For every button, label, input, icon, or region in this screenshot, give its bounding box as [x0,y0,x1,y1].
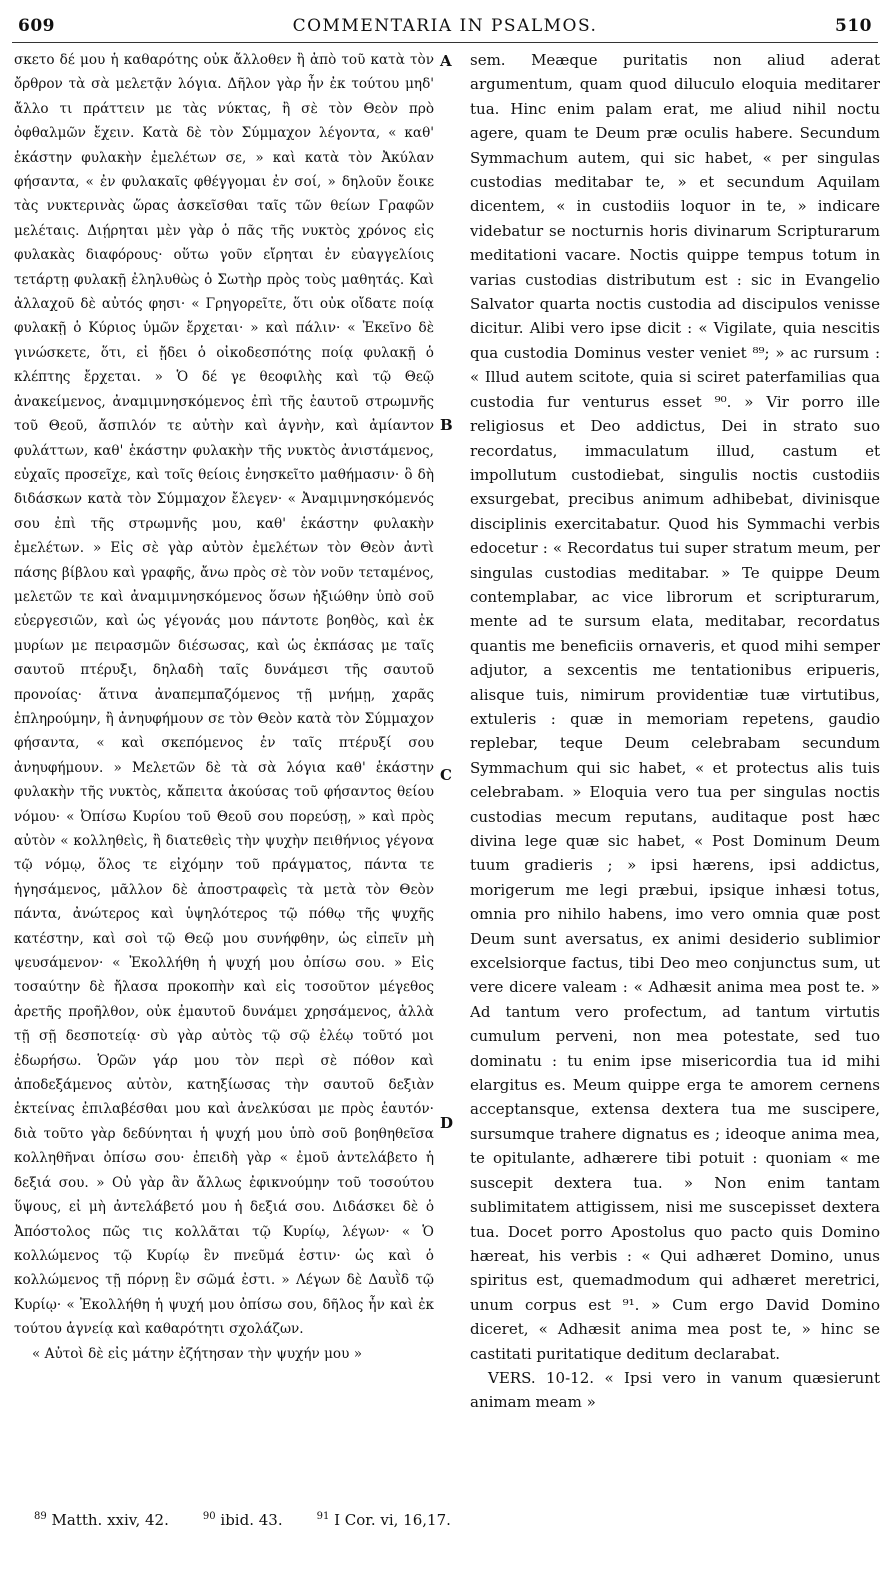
footnote-91: $^{91}$ I Cor. vi, 16,17. [316,1511,451,1529]
section-marker-d: D [440,1114,454,1132]
footnotes [14,1506,884,1554]
page-header [10,6,880,42]
footnote-90: $^{90}$ ibid. 43. [202,1511,283,1529]
greek-paragraph: σκετο δέ μου ἡ καθαρότης οὐκ ἄλλοθεν ἢ ἀπὸ τοῦ κατὰ τὸν ὄρθρον τὰ σὰ μελετᾷν λόγια. Δῆλον γὰρ ἦν ἐκ τούτου μηδ' ἄλλο τι πράττειν με τὰς νύκτας, ἢ σὲ τὸν Θεὸν πρὸ ὀφθαλμῶν ἔχειν. Κατὰ δὲ τὸν Σύμμαχον λέγοντα, « καθ' ἑκάστην φυλακὴν ἐμελέτων σε, » καὶ κατὰ τὸν Ἀκύλαν φήσαντα, « ἐν φυλακαῖς φθέγγομαι ἐν σοί, » δηλοῦν ἔοικε τὰς νυκτερινὰς ὥρας ἀσκεῖσθαι ταῖς τῶν θείων Γραφῶν μελέταις. Διῄρηται μὲν γὰρ ὁ πᾶς τῆς νυκτὸς χρόνος εἰς φυλακὰς διαφόρους· οὕτω γοῦν εἴρηται ἐν εὐαγγελίοις τετάρτῃ φυλακῇ ἐληλυθὼς ὁ Σωτὴρ πρὸς τοὺς μαθητάς. Καὶ ἀλλαχοῦ δὲ αὐτός φησι· « Γρηγορεῖτε, ὅτι οὐκ οἴδατε ποίᾳ φυλακῇ ὁ Κύριος ὑμῶν ἔρχεται· » καὶ πάλιν· « Ἐκεῖνο δὲ γινώσκετε, ὅτι, εἰ ᾔδει ὁ οἰκοδεσπότης ποίᾳ φυλακῇ ὁ κλέπτης ἔρχεται. » Ὁ δέ γε θεοφιλὴς καὶ τῷ Θεῷ ἀνακείμενος, ἀναμιμνησκόμενος ἐπὶ τῆς ἑαυτοῦ στρωμνῆς τοῦ Θεοῦ, ἄσπιλόν τε αὐτὴν καὶ ἁγνὴν, καὶ ἀμίαντον φυλάττων, καθ' ἑκάστην φυλακὴν τῆς νυκτὸς ἀνιστάμενος, εὐχαῖς προσεῖχε, καὶ τοῖς θείοις ἐνησκεῖτο μαθήμασιν· ὃ δὴ διδάσκων κατὰ τὸν Σύμμαχον ἔλεγεν· « Ἀναμιμνησκόμενός σου ἐπὶ τῆς στρωμνῆς μου, καθ' ἑκάστην φυλακὴν ἐμελέτων. » Εἰς σὲ γὰρ αὐτὸν ἐμελέτων τὸν Θεὸν ἀντὶ πάσης βίβλου καὶ γραφῆς, ἄνω πρὸς σὲ τὸν νοῦν τεταμένος, μελετῶν τε καὶ ἀναμιμνησκόμενος ὅσων ἠξιώθην ὑπὸ σοῦ εὐεργεσιῶν, καὶ ὡς γέγονάς μου πάντοτε βοηθὸς, καὶ ἐκ μυρίων με πειρασμῶν διέσωσας, καὶ ὡς ἐκπάσας με ταῖς σαυτοῦ πτέρυξι, δηλαδὴ ταῖς δυνάμεσι τῆς σαυτοῦ προνοίας· ἅτινα ἀναπεμπαζόμενος τῇ μνήμῃ, χαρᾶς ἐπληρούμην, ἢ ἀνηυφήμουν σε τὸν Θεὸν κατὰ τὸν Σύμμαχον φήσαντα, « καὶ σκεπόμενος ἐν ταῖς πτέρυξί σου ἀνηυφήμουν. » Μελετῶν δὲ τὰ σὰ λόγια καθ' ἑκάστην φυλακὴν τῆς νυκτὸς, κἄπειτα ἀκούσας τοῦ φήσαντος θείου νόμου· « Ὀπίσω Κυρίου τοῦ Θεοῦ σου πορεύσῃ, » καὶ πρὸς αὐτὸν « κολληθεὶς, ἢ διατεθεὶς τὴν ψυχὴν πειθήνιος γέγονα τῷ νόμῳ, ὅλος τε εἰχόμην τοῦ πράγματος, πάντα τε ἡγησάμενος, μᾶλλον δὲ ἀποστραφεὶς τὰ μετὰ τὸν Θεὸν πάντα, ἀνώτερος καὶ ὑψηλότερος τῷ πόθῳ τῆς ψυχῆς κατέστην, καὶ σοὶ τῷ Θεῷ μου συνήφθην, ὡς εἰπεῖν μὴ ψευσάμενον· « Ἐκολλήθη ἡ ψυχή μου ὀπίσω σου. » Εἰς τοσαύτην δὲ ἤλασα προκοπὴν καὶ εἰς τοσοῦτον μέγεθος ἀρετῆς προῆλθον, οὐκ ἐμαυτοῦ δυνάμει χρησάμενος, ἀλλὰ τῇ σῇ δεσποτείᾳ· σὺ γὰρ αὐτὸς τῷ σῷ ἐλέῳ τοῦτό μοι ἐδωρήσω. Ὁρῶν γάρ μου τὸν περὶ σὲ πόθον καὶ ἀποδεξάμενος αὐτὸν, κατηξίωσας τὴν σαυτοῦ δεξιὰν ἐκτείνας ἐπιλαβέσθαι μου καὶ ἀνελκύσαι με πρὸς ἑαυτόν· διὰ τοῦτο γὰρ δεδύνηται ἡ ψυχή μου ὑπὸ σοῦ βοηθηθεῖσα κολληθῆναι ὀπίσω σου· ἐπειδὴ γὰρ « ἐμοῦ ἀντελάβετο ἡ δεξιά σου. » Οὐ γὰρ ἂν ἄλλως ἐφικνούμην τοῦ τοσούτου ὕψους, εἰ μὴ ἀντελάβετό μου ἡ δεξιά σου. Διδάσκει δὲ ὁ Ἀπόστολος πῶς τις κολλᾶται τῷ Κυρίῳ, λέγων· « Ὁ κολλώμενος τῷ Κυρίῳ ἓν πνεῦμά ἐστιν· ὡς καὶ ὁ κολλώμενος τῇ πόρνῃ ἓν σῶμά ἐστι. » Λέγων δὲ Δαυῒδ τῷ Κυρίῳ· « Ἐκολλήθη ἡ ψυχή μου ὀπίσω σου, δῆλος ἦν καὶ ἐκ τούτου ἁγνείᾳ καὶ καθαρότητι σχολάζων. [14,52,434,1338]
page-number-right: 510 [835,16,872,36]
header-rule [12,42,878,43]
section-marker-b: B [440,416,453,434]
greek-column [14,48,434,1503]
latin-column [470,48,880,1503]
section-marker-a: A [440,52,452,70]
greek-paragraph: « Αὐτοὶ δὲ εἰς μάτην ἐζήτησαν τὴν ψυχήν μου » [32,1345,363,1362]
section-marker-c: C [440,766,452,784]
footnote-89: $^{89}$ Matth. xxiv, 42. [34,1511,169,1529]
page-number-left: 609 [18,16,55,36]
latin-paragraph: sem. Meæque puritatis non aliud aderat argumentum, quam quod diluculo eloquia meditarer tua. Hinc enim palam erat, me aliud nihil noctu agere, quam te Deum præ oculis habere. Secundum Symmachum autem, qui sic habet, « per singulas custodias meditabar te, » et secundum Aquilam dicentem, « in custodiis loquor in te, » indicare videbatur se nocturnis horis divinarum Scripturarum meditationi vacare. Noctis quippe tempus totum in varias custodias distributum est : sic in Evangelio Salvator quarta noctis custodia ad discipulos venisse dicitur. Alibi vero ipse dicit : « Vigilate, quia nescitis qua custodia Dominus vester veniet ⁸⁹; » ac rursum : « Illud autem scitote, quia si sciret paterfamilias qua custodia fur venturus esset ⁹⁰. » Vir porro ille religiosus et Deo addictus, Dei in strato suo recordatus, immaculatum illud, castum et impollutum custodiebat, singulis noctis custodiis exsurgebat, precibus animum adhibebat, divinisque disciplinis exercitabatur. Quod his Symmachi verbis edocetur : « Recordatus tui super stratum meum, per singulas custodias meditabar. » Te quippe Deum contemplabar, ac vice librorum et scripturarum, mente ad te sursum elata, meditabar, recordatus quantis me beneficiis ornaveris, et quod mihi semper adjutor, a sexcentis me tentationibus eripueris, alisque tuis, nimirum providentiæ tuæ virtutibus, extuleris : quæ in memoriam repetens, gaudio replebar, teque Deum celebrabam secundum Symmachum qui sic habet, « et protectus alis tuis celebrabam. » Eloquia vero tua per singulas noctis custodias mecum reputans, auditaque post hæc divina lege quæ sic habet, « Post Dominum Deum tuum gradieris ; » ipsi hærens, ipsi addictus, morigerum me legi præbui, ipsique inhæsi totus, omnia pro nihilo habens, imo vero omnia quæ post Deum sunt aversatus, ex animi desiderio sublimior excelsiorque factus, tibi Deo meo conjunctus sum, ut vere dicere valeam : « Adhæsit anima mea post te. » Ad tantum vero profectum, ad tantum virtutis cumulum perveni, non mea potestate, sed tuo dominatu : tu enim ipse misericordia tua id mihi elargitus es. Meum quippe erga te amorem cernens acceptansque, extensa dextera tua me suscipere, sursumque trahere dignatus es ; ideoque anima mea, te opitulante, adhærere tibi potuit : quoniam « me suscepit dextera tua. » Non enim tantam sublimitatem attigissem, nisi me suscepisset dextera tua. Docet porro Apostolus quo pacto quis Domino hæreat, his verbis : « Qui adhæret Domino, unus spiritus est, quemadmodum qui adhæret meretrici, unum corpus est ⁹¹. » Cum ergo David Domino diceret, « Adhæsit anima mea post te, » hinc se castitati puritatique deditum declarabat. [470,51,880,1363]
running-title: COMMENTARIA IN PSALMOS. [292,16,598,36]
latin-paragraph: VERS. 10-12. « Ipsi vero in vanum quæsierunt animam meam » [470,1368,880,1412]
